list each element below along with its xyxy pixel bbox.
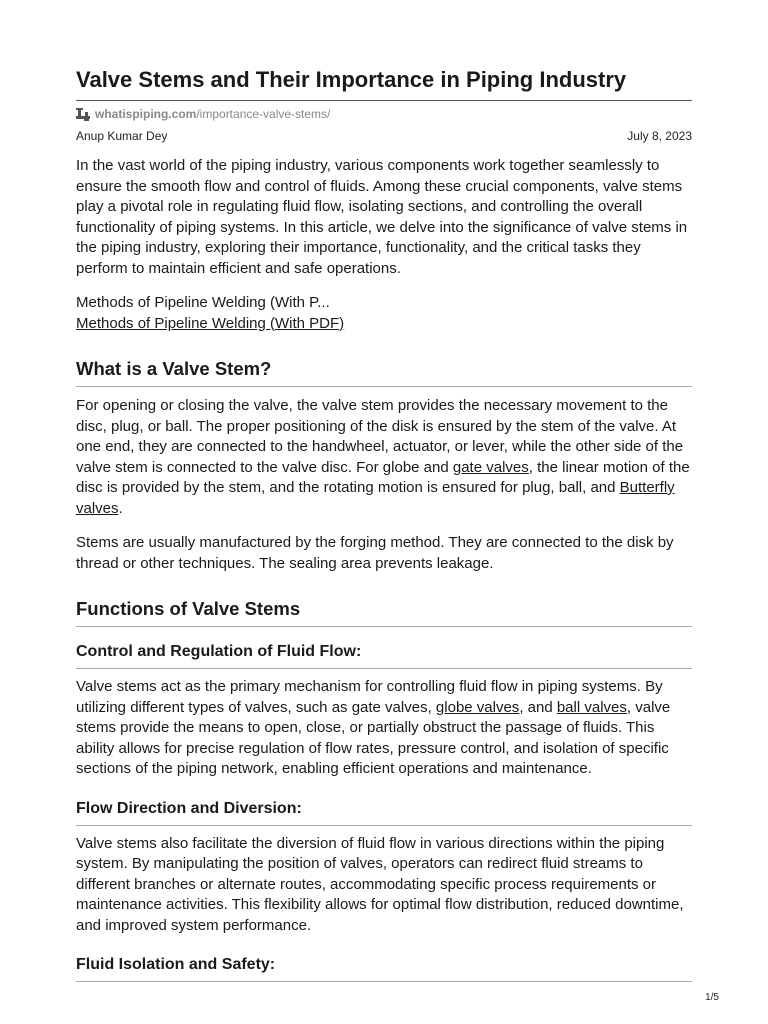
article-page — [76, 64, 692, 982]
gate-valves-link[interactable]: gate valves — [452, 458, 529, 476]
page-number: 1/5 — [705, 992, 719, 1003]
section-heading-functions: Functions of Valve Stems — [76, 596, 692, 627]
source-link[interactable] — [95, 107, 330, 121]
subheading-fluid-isolation: Fluid Isolation and Safety: — [76, 954, 692, 982]
related-article — [76, 293, 692, 334]
text-span: , and — [519, 698, 557, 716]
byline — [76, 129, 692, 143]
article-title: Valve Stems and Their Importance in Piping Industry — [76, 64, 692, 101]
butterfly-valves-link[interactable]: Butterfly valves — [76, 479, 675, 517]
section-heading-what-is: What is a Valve Stem? — [76, 356, 692, 387]
source-path: /importance-valve-stems/ — [196, 107, 331, 121]
source-domain: whatispiping.com — [95, 107, 197, 121]
author: Anup Kumar Dey — [76, 129, 168, 143]
control-regulation-paragraph — [76, 677, 692, 780]
text-span: , valve stems provide the means to open, close, or partially obstruct the passage of fluids. This ability allows for precise regulation of flow rates, pressure control, and isolation of specific sections of the piping network, enabling efficient operations and maintenance. — [76, 698, 671, 777]
site-favicon-icon — [76, 107, 90, 121]
ball-valves-link[interactable]: ball valves — [556, 698, 627, 716]
section1-paragraph-1 — [76, 396, 692, 519]
subheading-control-regulation: Control and Regulation of Fluid Flow: — [76, 641, 692, 669]
text-span: For opening or closing the valve, the valve stem provides the necessary movement to the disc, plug, or ball. The proper positioning of the disk is ensured by the stem of the valve. At one end, they are connected to the handwheel, actuator, or lever, while the other side of the valve stem is connected to the valve disc. For globe and — [76, 397, 684, 476]
intro-paragraph: In the vast world of the piping industry, various components work together seamlessly to ensure the smooth flow and control of fluids. Among these crucial components, valve stems play a pivotal role in regulating fluid flow, isolating sections, and controlling the overall functionality of piping systems. In this article, we delve into the significance of valve stems in the piping industry, exploring their importance, functionality, and the critical tasks they perform to maintain efficient and safe operations. — [76, 157, 688, 277]
subheading-flow-direction: Flow Direction and Diversion: — [76, 798, 692, 826]
text-span: . — [118, 499, 123, 517]
related-article-link[interactable]: Methods of Pipeline Welding (With PDF) — [76, 314, 345, 332]
source-line — [76, 106, 692, 122]
text-span: , the linear motion of the disc is provided by the stem, and the rotating motion is ensured for plug, ball, and — [76, 458, 690, 496]
flow-direction-paragraph: Valve stems also facilitate the diversion of fluid flow in various directions within the piping system. By manipulating the position of valves, operators can redirect fluid streams to different branches or alternate routes, accommodating specific process requirements or maintenance activities. This flexibility allows for optimal flow distribution, reduced downtime, and improved system performance. — [76, 834, 684, 934]
text-span: Valve stems act as the primary mechanism for controlling fluid flow in piping systems. By utilizing different types of valves, such as gate valves, — [76, 678, 663, 716]
globe-valves-link[interactable]: globe valves — [435, 698, 520, 716]
publish-date: July 8, 2023 — [627, 129, 692, 143]
related-article-text: Methods of Pipeline Welding (With P... — [76, 294, 330, 311]
section1-paragraph-2: Stems are usually manufactured by the forging method. They are connected to the disk by thread or other techniques. The sealing area prevents leakage. — [76, 534, 674, 572]
